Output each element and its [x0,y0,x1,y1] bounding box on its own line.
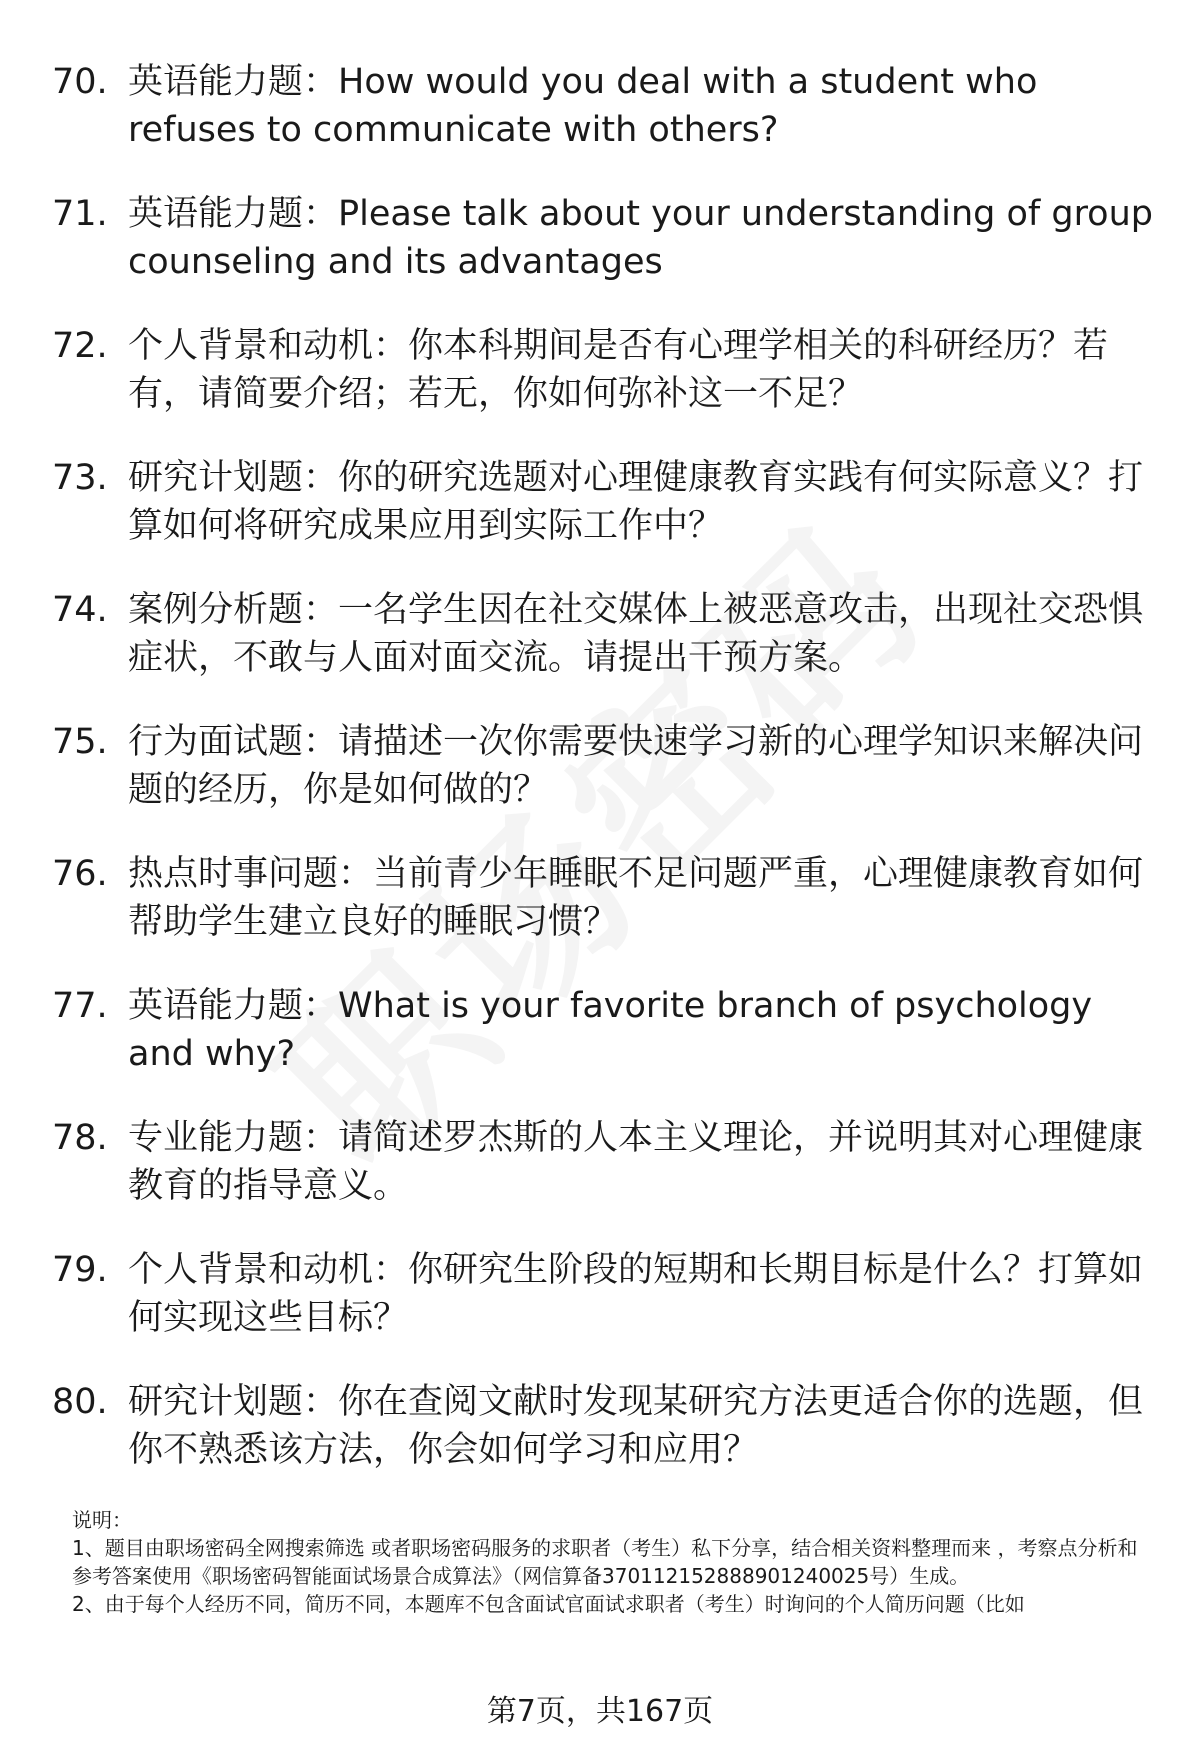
question-text: 热点时事问题：当前青少年睡眠不足问题严重，心理健康教育如何帮助学生建立良好的睡眠习惯？ [128,854,1144,942]
question-item [0,322,1200,418]
question-number: 75. [52,722,108,762]
question-number: 70. [52,62,108,102]
question-item [0,850,1200,946]
page-footer: 第7页，共167页 [486,1694,714,1729]
notes-title: 说明： [72,1508,132,1532]
question-text: 英语能力题：What is your favorite branch of psychology and why? [128,986,1093,1074]
question-item [0,454,1200,550]
question-item [0,586,1200,682]
question-item [0,1378,1200,1474]
question-number: 72. [52,326,108,366]
question-number: 80. [52,1382,108,1422]
question-text: 个人背景和动机：你本科期间是否有心理学相关的科研经历？若有，请简要介绍；若无，你如何弥补这一不足？ [128,326,1109,414]
question-item [0,58,1200,154]
question-number: 74. [52,590,108,630]
question-number: 76. [52,854,108,894]
question-number: 77. [52,986,108,1026]
question-number: 78. [52,1118,108,1158]
question-text: 英语能力题：Please talk about your understanding of group counseling and its advantages [128,194,1153,282]
question-item [0,982,1200,1078]
question-text: 研究计划题：你在查阅文献时发现某研究方法更适合你的选题，但你不熟悉该方法，你会如何学习和应用？ [128,1382,1144,1470]
question-item [0,1246,1200,1342]
question-list [0,58,1200,1510]
question-number: 73. [52,458,108,498]
question-item [0,718,1200,814]
notes-item: 1、题目由职场密码全网搜索筛选 或者职场密码服务的求职者（考生）私下分享，结合相关资料整理而来 ，考察点分析和参考答案使用《职场密码智能面试场景合成算法》（网信算备370112152888901240025号）生成。 [72,1536,1138,1588]
notes-item: 2、由于每个人经历不同，简历不同，本题库不包含面试官面试求职者（考生）时询问的个人简历问题（比如 [72,1592,1025,1616]
question-text: 案例分析题：一名学生因在社交媒体上被恶意攻击，出现社交恐惧症状，不敢与人面对面交流。请提出干预方案。 [128,590,1144,678]
question-text: 英语能力题：How would you deal with a student who refuses to communicate with others? [128,62,1038,150]
question-text: 专业能力题：请简述罗杰斯的人本主义理论，并说明其对心理健康教育的指导意义。 [128,1118,1144,1206]
question-text: 研究计划题：你的研究选题对心理健康教育实践有何实际意义？打算如何将研究成果应用到实际工作中？ [128,458,1144,546]
question-item [0,190,1200,286]
question-text: 个人背景和动机：你研究生阶段的短期和长期目标是什么？打算如何实现这些目标？ [128,1250,1144,1338]
notes-section [72,1506,1152,1618]
question-item [0,1114,1200,1210]
question-number: 71. [52,194,108,234]
question-text: 行为面试题：请描述一次你需要快速学习新的心理学知识来解决问题的经历，你是如何做的？ [128,722,1144,810]
question-number: 79. [52,1250,108,1290]
